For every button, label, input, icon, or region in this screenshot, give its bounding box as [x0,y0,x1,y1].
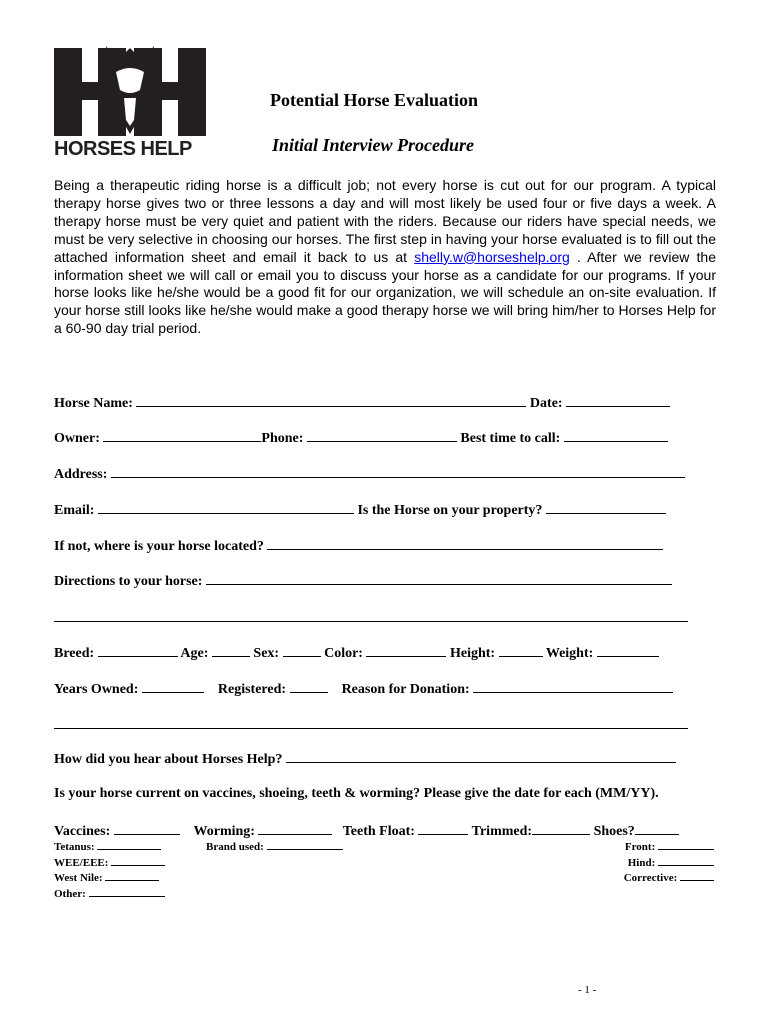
date-label: Date: [529,396,563,411]
brand-used-label: Brand used: [206,841,264,853]
corrective-label: Corrective: [623,872,678,884]
owner-row [54,428,694,448]
color-field[interactable] [366,643,446,657]
height-field[interactable] [499,643,543,657]
wee-eee-label: WEE/EEE: [54,856,109,869]
wee-eee-row [54,855,165,872]
current-question: Is your horse current on vaccines, shoeing, teeth & worming? Please give the date for each (MM/YY). [54,786,659,801]
weight-field[interactable] [597,643,659,657]
email-row [54,500,694,520]
hh-horse-logo-icon [54,46,206,138]
directions-field[interactable] [206,571,672,585]
registered-label: Registered: [217,682,287,697]
shoes-label: Shoes? [593,824,635,839]
page-number: - 1 - [578,984,597,996]
heard-about-row [54,749,694,769]
logo-wordmark: HORSES HELP [54,138,192,160]
trimmed-label: Trimmed: [471,824,533,839]
age-label: Age: [180,646,209,661]
front-label: Front: [624,841,656,853]
intro-text-1: Being a therapeutic riding horse is a difficult job; not every horse is cut out for our program. A typical therapy horse gives two or three lessons a day and will most likely be used four or five days a week. A therapy horse must be very quiet and patient with the riders. Because our riders have special needs, we must be very selective in choosing our horses. The first step in having your horse evaluated is to fill out the attached information sheet and email it back to us at [54,177,716,265]
heard-about-field[interactable] [286,749,676,763]
west-nile-label: West Nile: [54,872,103,884]
intro-text-2: . After we review the information sheet we will call or email you to discuss your horse as a candidate for our programs. If your horse looks like he/she would be a good fit for our organization, we will schedule an on-site evaluation. If your horse still looks like he/she would make a good therapy horse we will bring him/her to Horses Help for a 60-90 day trial period. [54,248,716,337]
west-nile-field[interactable] [105,870,159,881]
email-field[interactable] [98,500,354,514]
owner-field[interactable] [103,428,261,442]
where-located-label: If not, where is your horse located? [54,539,264,554]
wee-eee-field[interactable] [111,855,165,866]
years-owned-field[interactable] [142,679,204,693]
horse-details-row [54,643,694,663]
heard-about-label: How did you hear about Horses Help? [54,752,283,767]
directions-extra-line[interactable] [54,621,688,622]
horse-name-field[interactable] [136,393,526,407]
on-property-label: Is the Horse on your property? [357,503,543,518]
breed-field[interactable] [98,643,178,657]
teeth-float-label: Teeth Float: [342,824,415,839]
best-time-label: Best time to call: [460,431,561,446]
owner-label: Owner: [54,431,100,446]
worming-label: Worming: [193,824,255,839]
teeth-float-field[interactable] [418,821,468,835]
vaccines-field[interactable] [114,821,180,835]
reason-field[interactable] [473,679,673,693]
worming-field[interactable] [258,821,332,835]
west-nile-row [54,870,159,887]
brand-used-field[interactable] [267,839,343,850]
email-link[interactable]: shelly.w@horseshelp.org [414,248,570,265]
phone-field[interactable] [307,428,457,442]
color-label: Color: [324,646,363,661]
trimmed-field[interactable] [532,821,590,835]
tetanus-label: Tetanus: [54,841,95,853]
date-field[interactable] [566,393,670,407]
tetanus-field[interactable] [97,839,161,850]
front-row [625,839,714,856]
ownership-row [54,679,694,699]
hind-label: Hind: [627,856,656,869]
email-label: Email: [54,503,95,518]
phone-label: Phone: [261,431,304,446]
sex-field[interactable] [283,643,321,657]
directions-row [54,571,694,591]
where-located-field[interactable] [267,536,663,550]
address-field[interactable] [111,464,685,478]
reason-label: Reason for Donation: [341,682,470,697]
on-property-field[interactable] [546,500,666,514]
hind-field[interactable] [658,855,714,866]
page-subtitle: Initial Interview Procedure [272,135,474,155]
address-row [54,464,694,484]
location-row [54,536,694,556]
reason-extra-line[interactable] [54,728,688,729]
front-field[interactable] [658,839,714,850]
height-label: Height: [449,646,496,661]
care-row [54,821,694,841]
other-row [54,886,165,903]
weight-label: Weight: [545,646,594,661]
registered-field[interactable] [290,679,328,693]
best-time-field[interactable] [564,428,668,442]
horse-name-label: Horse Name: [54,396,133,411]
age-field[interactable] [212,643,250,657]
corrective-row [624,870,714,887]
corrective-field[interactable] [680,870,714,881]
tetanus-row [54,839,161,856]
brand-used-row [206,839,343,856]
other-label: Other: [54,887,86,900]
sex-label: Sex: [253,646,280,661]
years-owned-label: Years Owned: [54,682,139,697]
hind-row [628,855,714,872]
directions-label: Directions to your horse: [54,574,203,589]
page-title: Potential Horse Evaluation [270,90,478,110]
vaccines-label: Vaccines: [54,824,111,839]
address-label: Address: [54,467,108,482]
breed-label: Breed: [54,646,95,661]
horses-help-logo [54,46,206,158]
shoes-field[interactable] [635,821,679,835]
intro-paragraph [54,177,716,338]
other-field[interactable] [89,886,165,897]
horse-name-row [54,393,694,413]
